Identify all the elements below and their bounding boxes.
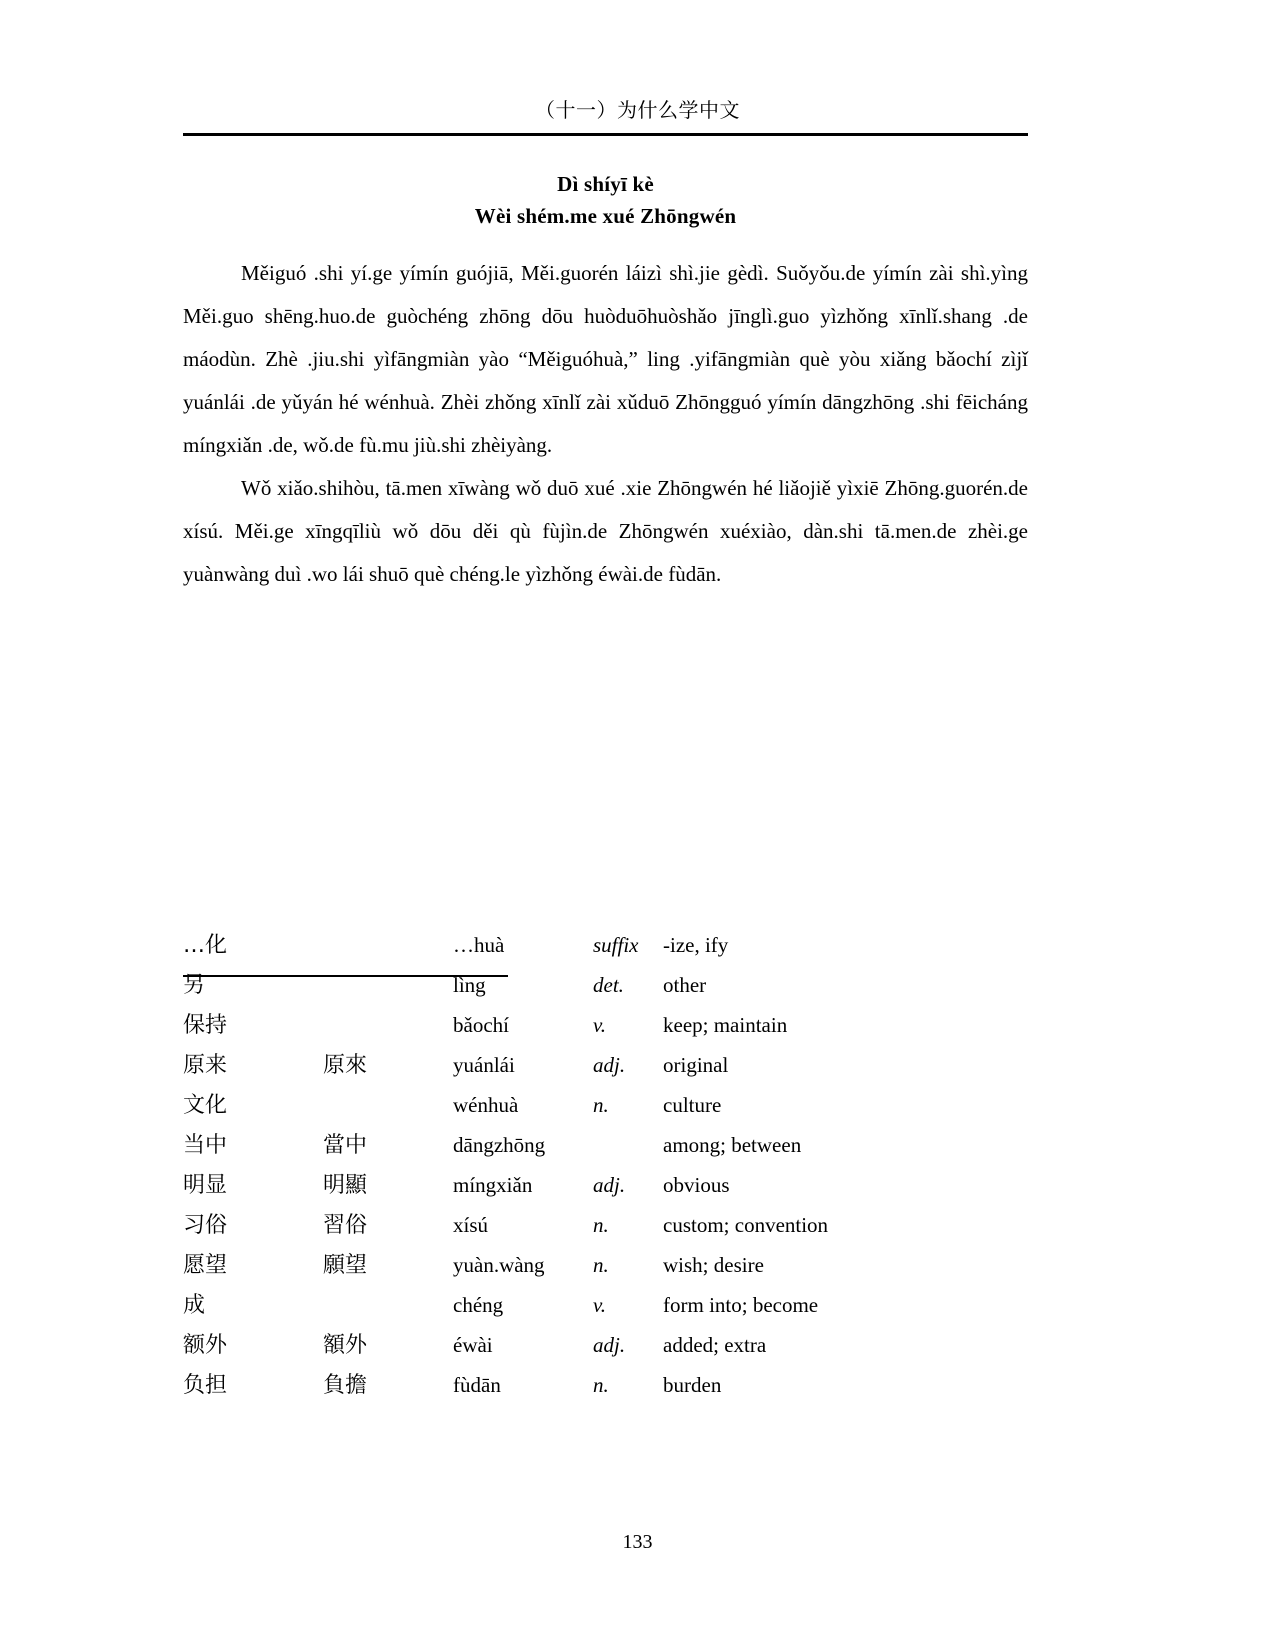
simplified-characters: …化 <box>183 933 228 958</box>
definition: culture <box>663 1093 722 1117</box>
traditional-characters: 當中 <box>323 1133 368 1158</box>
body-text <box>183 252 1028 596</box>
simplified-characters: 当中 <box>183 1133 228 1158</box>
definition: added; extra <box>663 1333 767 1357</box>
traditional-characters: 願望 <box>323 1253 368 1278</box>
lesson-name-title: Wèi shém.me xué Zhōngwén <box>474 204 737 228</box>
pinyin: fùdān <box>453 1373 501 1397</box>
lesson-number-title: Dì shíyī kè <box>557 172 654 196</box>
part-of-speech: suffix <box>593 933 639 957</box>
pinyin: míngxiǎn <box>453 1173 533 1197</box>
pinyin: yuàn.wàng <box>453 1253 545 1277</box>
pinyin: dāngzhōng <box>453 1133 546 1157</box>
definition: keep; maintain <box>663 1013 788 1037</box>
simplified-characters: 愿望 <box>183 1253 228 1278</box>
traditional-characters: 原來 <box>323 1053 368 1078</box>
part-of-speech: n. <box>593 1093 609 1117</box>
part-of-speech: n. <box>593 1253 609 1277</box>
table-row <box>183 1208 1053 1248</box>
table-row <box>183 1168 1053 1208</box>
vocabulary-list <box>183 928 1053 1408</box>
part-of-speech: adj. <box>593 1053 626 1077</box>
running-head: （十一）为什么学中文 <box>535 98 740 122</box>
simplified-characters: 成 <box>183 1293 206 1318</box>
table-row <box>183 1128 1053 1168</box>
traditional-characters: 負擔 <box>323 1373 368 1398</box>
traditional-characters: 習俗 <box>323 1213 368 1238</box>
definition: original <box>663 1053 729 1077</box>
pinyin: éwài <box>453 1333 493 1357</box>
part-of-speech: adj. <box>593 1173 626 1197</box>
pinyin: lìng <box>453 973 486 997</box>
pinyin: xísú <box>453 1213 489 1237</box>
definition: wish; desire <box>663 1253 764 1277</box>
simplified-characters: 文化 <box>183 1093 228 1118</box>
definition: custom; convention <box>663 1213 829 1237</box>
table-row <box>183 968 1053 1008</box>
table-row <box>183 1368 1053 1408</box>
pinyin: …huà <box>453 933 505 957</box>
simplified-characters: 明显 <box>183 1173 228 1198</box>
simplified-characters: 另 <box>183 973 206 998</box>
table-row <box>183 928 1053 968</box>
part-of-speech: det. <box>593 973 624 997</box>
pinyin: bǎochí <box>453 1013 509 1037</box>
table-row <box>183 1008 1053 1048</box>
lesson-title-block <box>183 168 1028 232</box>
simplified-characters: 负担 <box>183 1373 228 1398</box>
header-divider-rule <box>183 133 1028 136</box>
paragraph-1: Měiguó .shi yí.ge yímín guójiā, Měi.guorén láizì shì.jie gèdì. Suǒyǒu.de yímín zài shì.yìng Měi.guo shēng.huo.de guòchéng zhōng dōu huòduōhuòshǎo jīnglì.guo yìzhǒng xīnlǐ.shang .de máodùn. Zhè .jiu.shi yìfāngmiàn yào “Měiguóhuà,” ling .yifāngmiàn què yòu xiǎng bǎochí zìjǐ yuánlái .de yǔyán hé wénhuà. Zhèi zhǒng xīnlǐ zài xǔduō Zhōngguó yímín dāngzhōng .shi fēicháng míngxiǎn .de, wǒ.de fù.mu jiù.shi zhèiyàng. <box>183 261 1028 457</box>
table-row <box>183 1288 1053 1328</box>
simplified-characters: 习俗 <box>183 1213 228 1238</box>
table-row <box>183 1048 1053 1088</box>
definition: other <box>663 973 707 997</box>
part-of-speech: v. <box>593 1013 607 1037</box>
table-row <box>183 1248 1053 1288</box>
definition: obvious <box>663 1173 730 1197</box>
pinyin: yuánlái <box>453 1053 515 1077</box>
paragraph-2: Wǒ xiǎo.shihòu, tā.men xīwàng wǒ duō xué .xie Zhōngwén hé liǎojiě yìxiē Zhōng.guorén.de xísú. Měi.ge xīngqīliù wǒ dōu děi qù fùjìn.de Zhōngwén xuéxiào, dàn.shi tā.men.de zhèi.ge yuànwàng duì .wo lái shuō què chéng.le yìzhǒng éwài.de fùdān. <box>183 476 1028 586</box>
simplified-characters: 保持 <box>183 1013 228 1038</box>
pinyin: wénhuà <box>453 1093 519 1117</box>
part-of-speech: v. <box>593 1293 607 1317</box>
table-row <box>183 1088 1053 1128</box>
definition: burden <box>663 1373 722 1397</box>
simplified-characters: 原来 <box>183 1053 228 1078</box>
simplified-characters: 额外 <box>183 1333 228 1358</box>
definition: form into; become <box>663 1293 819 1317</box>
part-of-speech: adj. <box>593 1333 626 1357</box>
pinyin: chéng <box>453 1293 504 1317</box>
table-row <box>183 1328 1053 1368</box>
traditional-characters: 額外 <box>323 1333 368 1358</box>
definition: -ize, ify <box>663 933 729 957</box>
traditional-characters: 明顯 <box>323 1173 368 1198</box>
part-of-speech: n. <box>593 1213 609 1237</box>
page-number: 133 <box>622 1531 653 1553</box>
definition: among; between <box>663 1133 802 1157</box>
part-of-speech: n. <box>593 1373 609 1397</box>
